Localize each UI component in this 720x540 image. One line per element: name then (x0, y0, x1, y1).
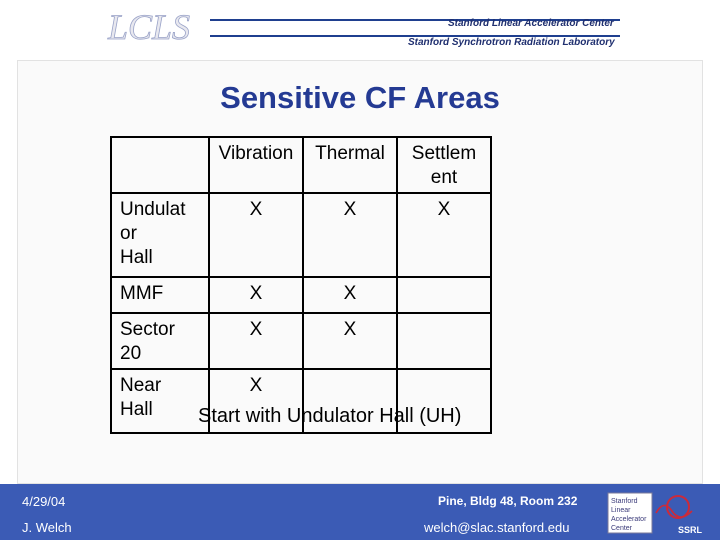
slide-title-text: Sensitive CF Areas (220, 80, 500, 115)
footer-location: Pine, Bldg 48, Room 232 (438, 494, 578, 508)
badge-line-3: Accelerator (611, 516, 647, 523)
cell-settlement (397, 313, 491, 369)
table-row (111, 313, 491, 369)
row-label-undulator-hall: Undulat or Hall (111, 193, 209, 277)
cell-settlement: X (397, 193, 491, 277)
cell-vibration: X (209, 313, 303, 369)
table-row (111, 277, 491, 313)
sensitivity-table (110, 136, 492, 434)
badge-line-1: Stanford (611, 498, 638, 505)
row-label-sector-20: Sector 20 (111, 313, 209, 369)
row-label-mmf: MMF (111, 277, 209, 313)
row-label-near-hall: Near Hall (111, 369, 209, 433)
footer-email: welch@slac.stanford.edu (424, 520, 570, 535)
lcls-logo-text: LCLS (108, 7, 191, 47)
cell-thermal: X (303, 193, 397, 277)
cell-vibration: X (209, 369, 303, 433)
slide-note: Start with Undulator Hall (UH) (198, 405, 462, 427)
header-settlement: Settlem ent (397, 137, 491, 193)
header-org-line1: Stanford Linear Accelerator Center (448, 18, 614, 29)
header-vibration: Vibration (209, 137, 303, 193)
cell-vibration: X (209, 193, 303, 277)
header-thermal: Thermal (303, 137, 397, 193)
slide-title (0, 80, 720, 116)
badge-line-4: Center (611, 525, 633, 532)
badge-ssrl-mark: SSRL (678, 525, 703, 535)
cell-thermal: X (303, 277, 397, 313)
table-corner-cell (111, 137, 209, 193)
slac-ssrl-logo (606, 491, 706, 537)
cell-settlement (397, 277, 491, 313)
lcls-logo (102, 6, 212, 50)
cell-vibration: X (209, 277, 303, 313)
table-header-row (111, 137, 491, 193)
header-org-line2: Stanford Synchrotron Radiation Laboratory (408, 37, 615, 48)
table-row (111, 193, 491, 277)
footer-author: J. Welch (22, 520, 72, 535)
footer-date: 4/29/04 (22, 494, 66, 509)
cell-thermal: X (303, 313, 397, 369)
badge-line-2: Linear (611, 507, 631, 514)
